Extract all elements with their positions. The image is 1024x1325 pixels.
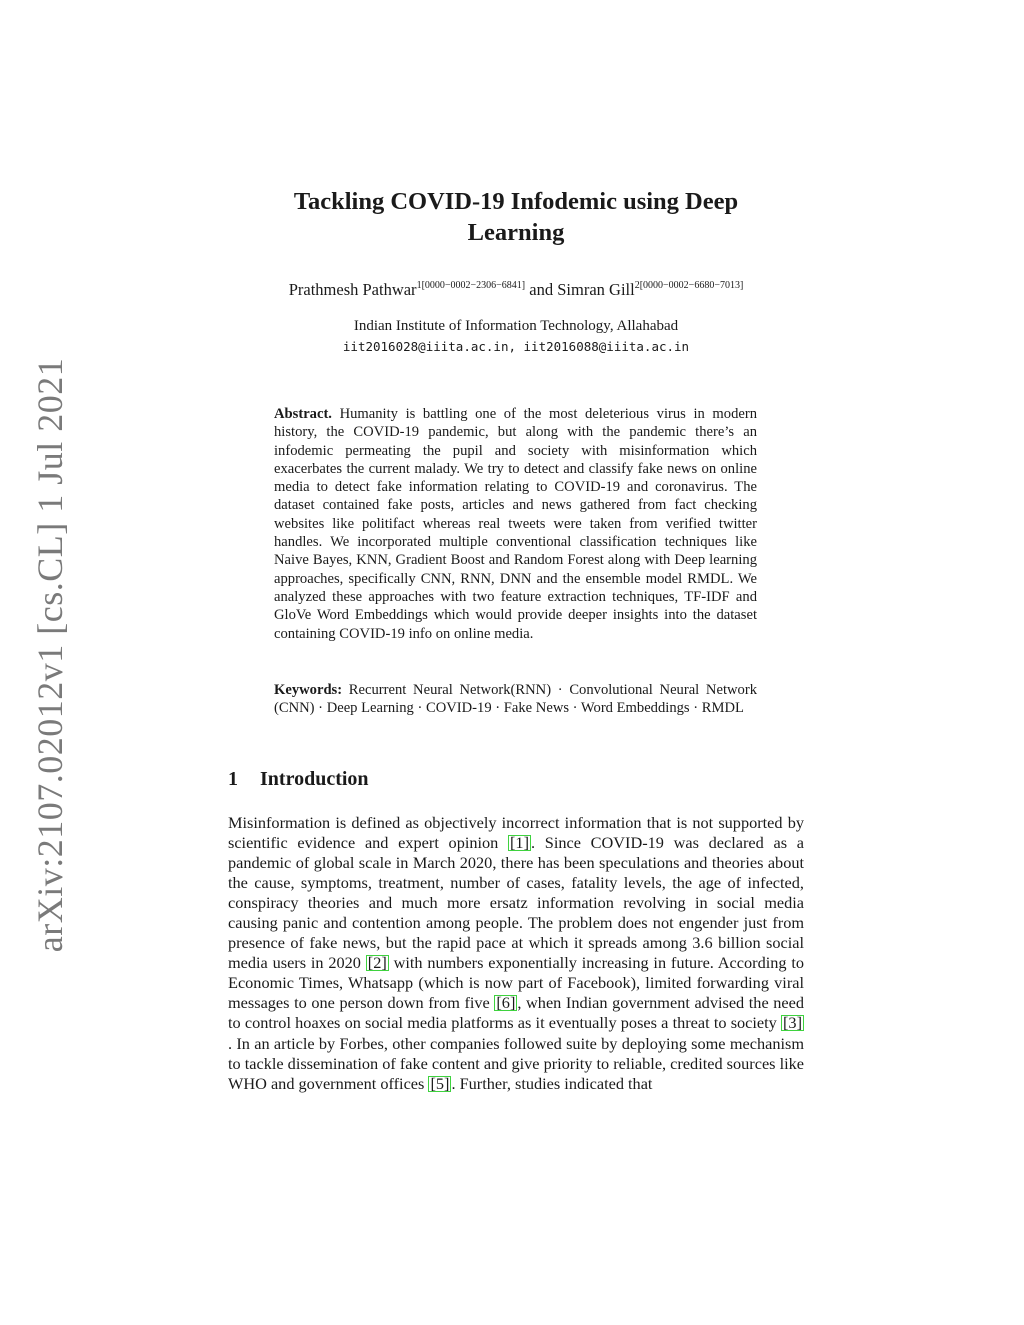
author-2-orcid: 2[0000−0002−6680−7013] xyxy=(634,280,744,291)
introduction-paragraph xyxy=(228,813,804,1094)
keywords-label: Keywords: xyxy=(274,682,343,698)
intro-text-1: Misinformation is defined as objectively incorrect information that is not supported by scientific evidence and expert opinion xyxy=(228,813,804,853)
arxiv-side-stamp: arXiv:2107.02012v1 [cs.CL] 1 Jul 2021 xyxy=(30,357,70,953)
author-emails: iit2016028@iiita.ac.in, iit2016088@iiita.ac.in xyxy=(342,339,690,354)
section-number: 1 xyxy=(228,768,238,790)
author-1-name: Prathmesh Pathwar xyxy=(288,280,417,299)
author-connector: and xyxy=(525,280,558,299)
citation-link-6[interactable]: [6] xyxy=(496,993,516,1013)
section-heading-introduction xyxy=(228,768,369,791)
paper-title-line-2: Learning xyxy=(467,219,565,246)
paper-title xyxy=(228,186,804,248)
author-list xyxy=(228,280,804,300)
affiliation: Indian Institute of Information Technology, Allahabad xyxy=(353,318,679,334)
intro-text-2: . Since COVID-19 was declared as a pandemic of global scale in March 2020, there has been speculations and theories about the cause, symptoms, treatment, number of cases, fatality levels, the age of infected, conspiracy theories and much more ersatz information revolving in social media causing panic and contention among people. The problem does not engender just from presence of fake news, but the rapid pace at which it spreads among 3.6 billion social media users in 2020 xyxy=(228,833,804,973)
citation-link-1[interactable]: [1] xyxy=(510,833,529,853)
citation-link-5[interactable]: [5] xyxy=(430,1073,450,1093)
intro-text-3: with numbers exponentially increasing in future. According to Economic Times, Whatsapp (which is now part of Facebook), limited forwarding viral messages to one person down from five xyxy=(228,953,805,1013)
paper-title-line-1: Tackling COVID-19 Infodemic using Deep xyxy=(293,188,739,215)
abstract-label: Abstract. xyxy=(274,406,332,422)
abstract-text: Humanity is battling one of the most deleterious virus in modern history, the COVID-19 pandemic, but along with the pandemic there’s an infodemic permeating the pupil and society with misinformation which exacerbates the current malady. We try to detect and classify fake news on online media to detect fake information relating to COVID-19 and coronavirus. The dataset contained fake posts, articles and news gathered from fact checking websites like politifact whereas real tweets were taken from verified twitter handles. We incorporated multiple conventional classification techniques like Naive Bayes, KNN, Gradient Boost and Random Forest along with Deep learning approaches, specifically CNN, RNN, DNN and the ensemble model RMDL. We analyzed these approaches with two feature extraction techniques, TF-IDF and GloVe Word Embeddings which would provide deeper insights into the dataset containing COVID-19 info on online media. xyxy=(274,406,757,642)
intro-text-6: . Further, studies indicated that xyxy=(451,1073,653,1093)
citation-link-3[interactable]: [3] xyxy=(783,1013,802,1033)
author-2-name: Simran Gill xyxy=(557,280,635,299)
intro-text-5: . In an article by Forbes, other companies followed suite by deploying some mechanism to tackle dissemination of fake content and give priority to reliable, credited sources like WHO and government offices xyxy=(228,1033,804,1093)
keywords-text: Recurrent Neural Network(RNN) · Convolutional Neural Network (CNN) · Deep Learning · COVID-19 · Fake News · Word Embeddings · RMDL xyxy=(274,682,757,717)
keywords xyxy=(274,681,757,718)
abstract xyxy=(274,405,757,643)
section-title: Introduction xyxy=(260,768,369,790)
intro-text-4: , when Indian government advised the need to control hoaxes on social media platforms as it eventually poses a threat to society xyxy=(228,993,805,1033)
citation-link-2[interactable]: [2] xyxy=(367,953,387,973)
author-1-orcid: 1[0000−0002−2306−6841] xyxy=(416,280,526,291)
